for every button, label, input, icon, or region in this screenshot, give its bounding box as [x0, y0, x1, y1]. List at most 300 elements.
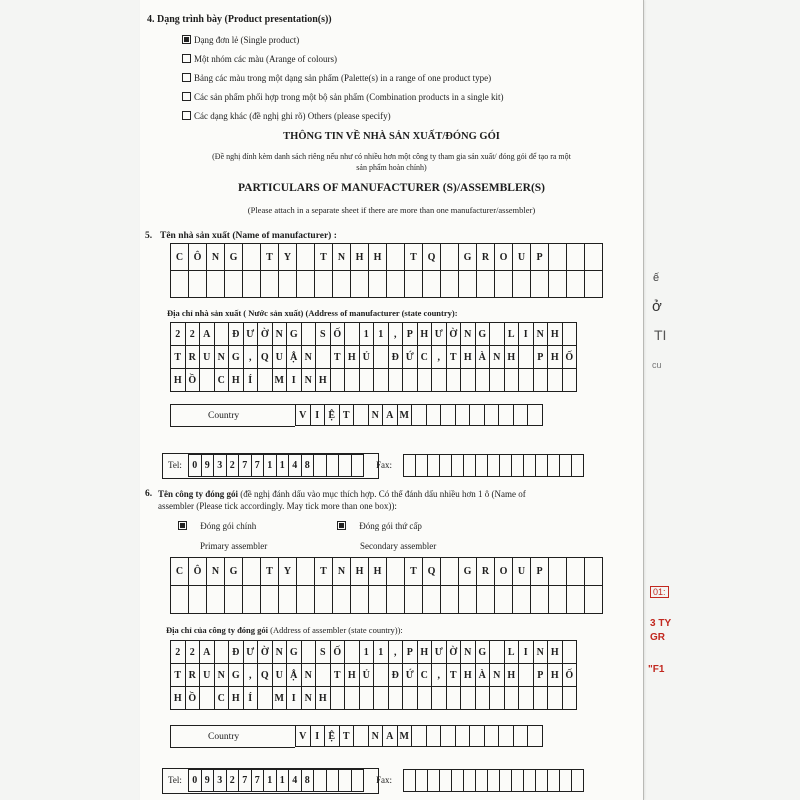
letter-cell[interactable]: V — [296, 726, 311, 747]
letter-cell[interactable]: , — [243, 664, 258, 687]
option-checkbox[interactable] — [182, 111, 191, 120]
letter-cell[interactable]: G — [459, 244, 477, 271]
letter-cell[interactable]: H — [504, 346, 519, 369]
letter-cell[interactable] — [484, 405, 499, 426]
letter-cell[interactable]: H — [461, 664, 476, 687]
letter-cell[interactable]: T — [446, 346, 461, 369]
presentation-option[interactable] — [182, 34, 299, 46]
letter-cell[interactable]: Q — [423, 558, 441, 586]
letter-cell[interactable]: H — [548, 323, 563, 346]
letter-cell[interactable]: G — [459, 558, 477, 586]
manufacturer-name-cells[interactable] — [170, 243, 603, 298]
letter-cell[interactable]: , — [432, 664, 447, 687]
letter-cell[interactable] — [354, 405, 369, 426]
letter-cell[interactable]: T — [315, 558, 333, 586]
letter-cell[interactable] — [461, 687, 476, 710]
letter-cell[interactable]: N — [207, 558, 225, 586]
letter-cell[interactable] — [549, 558, 567, 586]
letter-cell[interactable]: H — [369, 244, 387, 271]
letter-cell[interactable] — [423, 586, 441, 614]
primary-assembler-option[interactable] — [178, 520, 256, 532]
letter-cell[interactable]: Í — [243, 369, 258, 392]
letter-cell[interactable] — [512, 770, 524, 792]
letter-cell[interactable] — [548, 369, 563, 392]
letter-cell[interactable]: Q — [258, 346, 273, 369]
presentation-option[interactable] — [182, 72, 491, 84]
letter-cell[interactable] — [490, 323, 505, 346]
letter-cell[interactable]: 1 — [374, 323, 389, 346]
letter-cell[interactable]: C — [417, 346, 432, 369]
letter-cell[interactable]: H — [316, 369, 331, 392]
letter-cell[interactable]: Ứ — [403, 664, 418, 687]
letter-cell[interactable]: C — [214, 687, 229, 710]
letter-cell[interactable]: N — [490, 664, 505, 687]
letter-cell[interactable]: 2 — [226, 770, 239, 792]
option-checkbox[interactable] — [182, 54, 191, 63]
letter-cell[interactable] — [504, 369, 519, 392]
letter-cell[interactable] — [314, 770, 327, 792]
secondary-assembler-option[interactable] — [337, 520, 422, 532]
letter-cell[interactable] — [585, 586, 603, 614]
letter-cell[interactable] — [528, 726, 543, 747]
letter-cell[interactable] — [316, 346, 331, 369]
letter-cell[interactable] — [261, 271, 279, 298]
letter-cell[interactable]: U — [513, 244, 531, 271]
letter-cell[interactable]: H — [351, 558, 369, 586]
letter-cell[interactable]: P — [403, 323, 418, 346]
letter-cell[interactable] — [499, 405, 514, 426]
letter-cell[interactable]: Ờ — [446, 641, 461, 664]
letter-cell[interactable]: Ờ — [258, 641, 273, 664]
letter-cell[interactable]: À — [475, 664, 490, 687]
letter-cell[interactable]: 3 — [214, 455, 227, 477]
letter-cell[interactable]: Ờ — [446, 323, 461, 346]
letter-cell[interactable] — [428, 770, 440, 792]
letter-cell[interactable] — [258, 369, 273, 392]
letter-cell[interactable] — [243, 558, 261, 586]
letter-cell[interactable]: N — [301, 687, 316, 710]
letter-cell[interactable]: , — [243, 346, 258, 369]
letter-cell[interactable] — [374, 664, 389, 687]
letter-cell[interactable] — [416, 770, 428, 792]
letter-cell[interactable] — [500, 455, 512, 477]
letter-cell[interactable]: T — [405, 244, 423, 271]
letter-cell[interactable] — [441, 586, 459, 614]
letter-cell[interactable]: P — [531, 244, 549, 271]
letter-cell[interactable]: Đ — [388, 664, 403, 687]
letter-cell[interactable]: Ứ — [403, 346, 418, 369]
letter-cell[interactable] — [225, 271, 243, 298]
letter-cell[interactable] — [171, 271, 189, 298]
letter-cell[interactable]: N — [461, 641, 476, 664]
letter-cell[interactable]: H — [548, 641, 563, 664]
letter-cell[interactable] — [519, 369, 534, 392]
letter-cell[interactable] — [524, 770, 536, 792]
letter-cell[interactable]: Ư — [432, 641, 447, 664]
letter-cell[interactable]: U — [200, 664, 215, 687]
letter-cell[interactable]: 0 — [189, 455, 202, 477]
letter-cell[interactable] — [214, 641, 229, 664]
letter-cell[interactable]: A — [200, 323, 215, 346]
letter-cell[interactable] — [345, 369, 360, 392]
letter-cell[interactable]: , — [388, 641, 403, 664]
letter-cell[interactable] — [345, 323, 360, 346]
letter-cell[interactable]: Ậ — [287, 664, 302, 687]
assembler-address-cells[interactable] — [170, 640, 577, 710]
letter-cell[interactable]: T — [330, 346, 345, 369]
letter-cell[interactable]: T — [261, 558, 279, 586]
letter-cell[interactable]: Ệ — [325, 726, 340, 747]
letter-cell[interactable] — [351, 271, 369, 298]
letter-cell[interactable]: A — [200, 641, 215, 664]
letter-cell[interactable]: R — [477, 558, 495, 586]
letter-cell[interactable]: 8 — [301, 770, 314, 792]
letter-cell[interactable] — [452, 770, 464, 792]
letter-cell[interactable]: 2 — [171, 641, 186, 664]
fax-cells[interactable] — [403, 769, 584, 792]
letter-cell[interactable] — [585, 244, 603, 271]
letter-cell[interactable] — [243, 271, 261, 298]
letter-cell[interactable] — [548, 687, 563, 710]
letter-cell[interactable]: N — [333, 558, 351, 586]
letter-cell[interactable] — [326, 770, 339, 792]
letter-cell[interactable]: , — [432, 346, 447, 369]
letter-cell[interactable]: Ố — [562, 346, 577, 369]
letter-cell[interactable]: 8 — [301, 455, 314, 477]
letter-cell[interactable] — [484, 726, 499, 747]
letter-cell[interactable]: 4 — [289, 455, 302, 477]
letter-cell[interactable]: G — [287, 323, 302, 346]
letter-cell[interactable]: Ố — [562, 664, 577, 687]
letter-cell[interactable]: H — [417, 641, 432, 664]
letter-cell[interactable]: G — [225, 558, 243, 586]
letter-cell[interactable]: I — [519, 641, 534, 664]
letter-cell[interactable]: N — [461, 323, 476, 346]
letter-cell[interactable] — [585, 271, 603, 298]
manufacturer-address-cells[interactable] — [170, 322, 577, 392]
letter-cell[interactable] — [374, 346, 389, 369]
letter-cell[interactable] — [432, 687, 447, 710]
presentation-option[interactable] — [182, 53, 337, 65]
letter-cell[interactable]: H — [548, 664, 563, 687]
letter-cell[interactable]: U — [272, 664, 287, 687]
letter-cell[interactable]: H — [229, 369, 244, 392]
letter-cell[interactable]: 9 — [201, 455, 214, 477]
letter-cell[interactable] — [519, 687, 534, 710]
letter-cell[interactable] — [297, 586, 315, 614]
letter-cell[interactable]: Y — [279, 244, 297, 271]
letter-cell[interactable]: L — [504, 641, 519, 664]
letter-cell[interactable] — [461, 369, 476, 392]
letter-cell[interactable] — [416, 455, 428, 477]
letter-cell[interactable]: Ồ — [185, 687, 200, 710]
letter-cell[interactable]: I — [287, 369, 302, 392]
letter-cell[interactable] — [404, 455, 416, 477]
letter-cell[interactable]: T — [171, 346, 186, 369]
letter-cell[interactable]: T — [446, 664, 461, 687]
letter-cell[interactable]: P — [403, 641, 418, 664]
letter-cell[interactable] — [519, 664, 534, 687]
letter-cell[interactable]: M — [272, 687, 287, 710]
letter-cell[interactable] — [567, 558, 585, 586]
letter-cell[interactable]: M — [397, 726, 412, 747]
letter-cell[interactable] — [567, 586, 585, 614]
letter-cell[interactable] — [243, 586, 261, 614]
letter-cell[interactable] — [464, 770, 476, 792]
fax-cells[interactable] — [403, 454, 584, 477]
letter-cell[interactable] — [549, 271, 567, 298]
letter-cell[interactable] — [549, 586, 567, 614]
letter-cell[interactable]: H — [417, 323, 432, 346]
letter-cell[interactable]: 2 — [185, 641, 200, 664]
letter-cell[interactable]: N — [368, 405, 383, 426]
letter-cell[interactable] — [354, 726, 369, 747]
letter-cell[interactable]: N — [272, 641, 287, 664]
letter-cell[interactable] — [339, 770, 352, 792]
letter-cell[interactable]: Đ — [388, 346, 403, 369]
letter-cell[interactable] — [369, 586, 387, 614]
letter-cell[interactable]: 1 — [264, 770, 277, 792]
letter-cell[interactable]: O — [495, 558, 513, 586]
letter-cell[interactable] — [440, 770, 452, 792]
letter-cell[interactable]: 1 — [374, 641, 389, 664]
letter-cell[interactable]: 2 — [171, 323, 186, 346]
letter-cell[interactable] — [441, 726, 456, 747]
letter-cell[interactable] — [475, 369, 490, 392]
letter-cell[interactable]: R — [185, 664, 200, 687]
letter-cell[interactable]: 7 — [239, 455, 252, 477]
letter-cell[interactable] — [562, 687, 577, 710]
letter-cell[interactable] — [412, 726, 427, 747]
letter-cell[interactable] — [562, 641, 577, 664]
letter-cell[interactable] — [567, 244, 585, 271]
letter-cell[interactable]: U — [200, 346, 215, 369]
letter-cell[interactable] — [499, 726, 514, 747]
letter-cell[interactable] — [533, 369, 548, 392]
letter-cell[interactable] — [423, 271, 441, 298]
letter-cell[interactable] — [200, 369, 215, 392]
letter-cell[interactable]: O — [495, 244, 513, 271]
letter-cell[interactable] — [345, 687, 360, 710]
letter-cell[interactable] — [536, 455, 548, 477]
letter-cell[interactable] — [567, 271, 585, 298]
letter-cell[interactable]: N — [301, 369, 316, 392]
letter-cell[interactable]: T — [339, 405, 354, 426]
letter-cell[interactable] — [330, 687, 345, 710]
letter-cell[interactable] — [258, 687, 273, 710]
letter-cell[interactable] — [441, 558, 459, 586]
letter-cell[interactable]: V — [296, 405, 311, 426]
letter-cell[interactable] — [513, 271, 531, 298]
letter-cell[interactable] — [572, 770, 584, 792]
letter-cell[interactable]: N — [207, 244, 225, 271]
letter-cell[interactable]: Ồ — [185, 369, 200, 392]
option-checkbox[interactable] — [182, 92, 191, 101]
letter-cell[interactable] — [388, 687, 403, 710]
letter-cell[interactable] — [369, 271, 387, 298]
letter-cell[interactable] — [412, 405, 427, 426]
letter-cell[interactable] — [301, 323, 316, 346]
letter-cell[interactable] — [426, 726, 441, 747]
letter-cell[interactable] — [243, 244, 261, 271]
letter-cell[interactable] — [432, 369, 447, 392]
letter-cell[interactable] — [207, 271, 225, 298]
letter-cell[interactable]: Ư — [432, 323, 447, 346]
letter-cell[interactable] — [279, 271, 297, 298]
letter-cell[interactable] — [504, 687, 519, 710]
letter-cell[interactable] — [387, 586, 405, 614]
letter-cell[interactable]: Đ — [229, 641, 244, 664]
letter-cell[interactable] — [455, 405, 470, 426]
letter-cell[interactable] — [528, 405, 543, 426]
letter-cell[interactable]: G — [225, 244, 243, 271]
option-checkbox[interactable] — [182, 35, 191, 44]
letter-cell[interactable] — [513, 405, 528, 426]
letter-cell[interactable]: A — [383, 726, 398, 747]
letter-cell[interactable]: 4 — [289, 770, 302, 792]
letter-cell[interactable] — [351, 770, 364, 792]
letter-cell[interactable] — [345, 641, 360, 664]
letter-cell[interactable] — [200, 687, 215, 710]
letter-cell[interactable] — [387, 244, 405, 271]
letter-cell[interactable] — [560, 455, 572, 477]
letter-cell[interactable]: N — [490, 346, 505, 369]
letter-cell[interactable]: Ậ — [287, 346, 302, 369]
letter-cell[interactable] — [572, 455, 584, 477]
presentation-option[interactable] — [182, 91, 503, 103]
country-cells[interactable] — [295, 404, 543, 426]
letter-cell[interactable]: G — [475, 641, 490, 664]
letter-cell[interactable] — [533, 687, 548, 710]
letter-cell[interactable]: I — [519, 323, 534, 346]
letter-cell[interactable]: Ư — [243, 323, 258, 346]
letter-cell[interactable] — [171, 586, 189, 614]
letter-cell[interactable]: P — [531, 558, 549, 586]
letter-cell[interactable]: G — [475, 323, 490, 346]
letter-cell[interactable] — [470, 726, 485, 747]
letter-cell[interactable] — [459, 271, 477, 298]
letter-cell[interactable]: Ủ — [359, 664, 374, 687]
letter-cell[interactable] — [261, 586, 279, 614]
letter-cell[interactable]: 1 — [359, 323, 374, 346]
letter-cell[interactable]: H — [345, 346, 360, 369]
letter-cell[interactable]: Ô — [189, 244, 207, 271]
letter-cell[interactable]: 0 — [189, 770, 202, 792]
letter-cell[interactable]: Ờ — [258, 323, 273, 346]
letter-cell[interactable]: N — [301, 664, 316, 687]
letter-cell[interactable]: N — [533, 323, 548, 346]
letter-cell[interactable]: Ô — [189, 558, 207, 586]
letter-cell[interactable]: C — [171, 244, 189, 271]
letter-cell[interactable]: M — [272, 369, 287, 392]
assembler-name-cells[interactable] — [170, 557, 603, 614]
letter-cell[interactable] — [351, 455, 364, 477]
letter-cell[interactable] — [339, 455, 352, 477]
letter-cell[interactable] — [500, 770, 512, 792]
letter-cell[interactable] — [374, 369, 389, 392]
letter-cell[interactable] — [495, 271, 513, 298]
letter-cell[interactable]: H — [548, 346, 563, 369]
letter-cell[interactable] — [513, 586, 531, 614]
letter-cell[interactable] — [351, 586, 369, 614]
letter-cell[interactable]: H — [461, 346, 476, 369]
letter-cell[interactable] — [512, 455, 524, 477]
letter-cell[interactable] — [477, 586, 495, 614]
letter-cell[interactable]: N — [301, 346, 316, 369]
letter-cell[interactable]: G — [229, 346, 244, 369]
letter-cell[interactable]: Ủ — [359, 346, 374, 369]
letter-cell[interactable] — [585, 558, 603, 586]
letter-cell[interactable]: Ố — [330, 323, 345, 346]
letter-cell[interactable] — [470, 405, 485, 426]
letter-cell[interactable]: H — [171, 687, 186, 710]
letter-cell[interactable]: 9 — [201, 770, 214, 792]
letter-cell[interactable] — [314, 455, 327, 477]
letter-cell[interactable]: Y — [279, 558, 297, 586]
letter-cell[interactable]: À — [475, 346, 490, 369]
letter-cell[interactable] — [405, 271, 423, 298]
letter-cell[interactable]: I — [310, 726, 325, 747]
letter-cell[interactable]: 1 — [359, 641, 374, 664]
letter-cell[interactable] — [214, 323, 229, 346]
letter-cell[interactable]: 2 — [226, 455, 239, 477]
letter-cell[interactable]: N — [272, 323, 287, 346]
letter-cell[interactable] — [388, 369, 403, 392]
letter-cell[interactable] — [536, 770, 548, 792]
letter-cell[interactable]: H — [504, 664, 519, 687]
letter-cell[interactable] — [326, 455, 339, 477]
letter-cell[interactable]: N — [333, 244, 351, 271]
letter-cell[interactable]: , — [388, 323, 403, 346]
letter-cell[interactable] — [374, 687, 389, 710]
letter-cell[interactable]: A — [383, 405, 398, 426]
letter-cell[interactable] — [428, 455, 440, 477]
letter-cell[interactable] — [548, 455, 560, 477]
letter-cell[interactable] — [404, 770, 416, 792]
letter-cell[interactable]: 7 — [251, 770, 264, 792]
letter-cell[interactable]: H — [229, 687, 244, 710]
letter-cell[interactable] — [426, 405, 441, 426]
letter-cell[interactable]: I — [310, 405, 325, 426]
letter-cell[interactable]: N — [368, 726, 383, 747]
letter-cell[interactable] — [333, 271, 351, 298]
letter-cell[interactable] — [513, 726, 528, 747]
letter-cell[interactable]: T — [261, 244, 279, 271]
letter-cell[interactable]: 7 — [251, 455, 264, 477]
letter-cell[interactable]: H — [351, 244, 369, 271]
letter-cell[interactable] — [315, 586, 333, 614]
letter-cell[interactable] — [476, 770, 488, 792]
letter-cell[interactable]: I — [287, 687, 302, 710]
letter-cell[interactable] — [297, 244, 315, 271]
letter-cell[interactable] — [490, 687, 505, 710]
letter-cell[interactable] — [441, 405, 456, 426]
letter-cell[interactable] — [490, 369, 505, 392]
letter-cell[interactable]: P — [533, 664, 548, 687]
country-cells[interactable] — [295, 725, 543, 747]
letter-cell[interactable] — [441, 271, 459, 298]
letter-cell[interactable]: N — [214, 664, 229, 687]
letter-cell[interactable]: T — [405, 558, 423, 586]
letter-cell[interactable] — [441, 244, 459, 271]
letter-cell[interactable]: T — [330, 664, 345, 687]
letter-cell[interactable] — [495, 586, 513, 614]
letter-cell[interactable] — [417, 687, 432, 710]
letter-cell[interactable] — [519, 346, 534, 369]
letter-cell[interactable] — [548, 770, 560, 792]
letter-cell[interactable]: R — [477, 244, 495, 271]
letter-cell[interactable]: Ố — [330, 641, 345, 664]
